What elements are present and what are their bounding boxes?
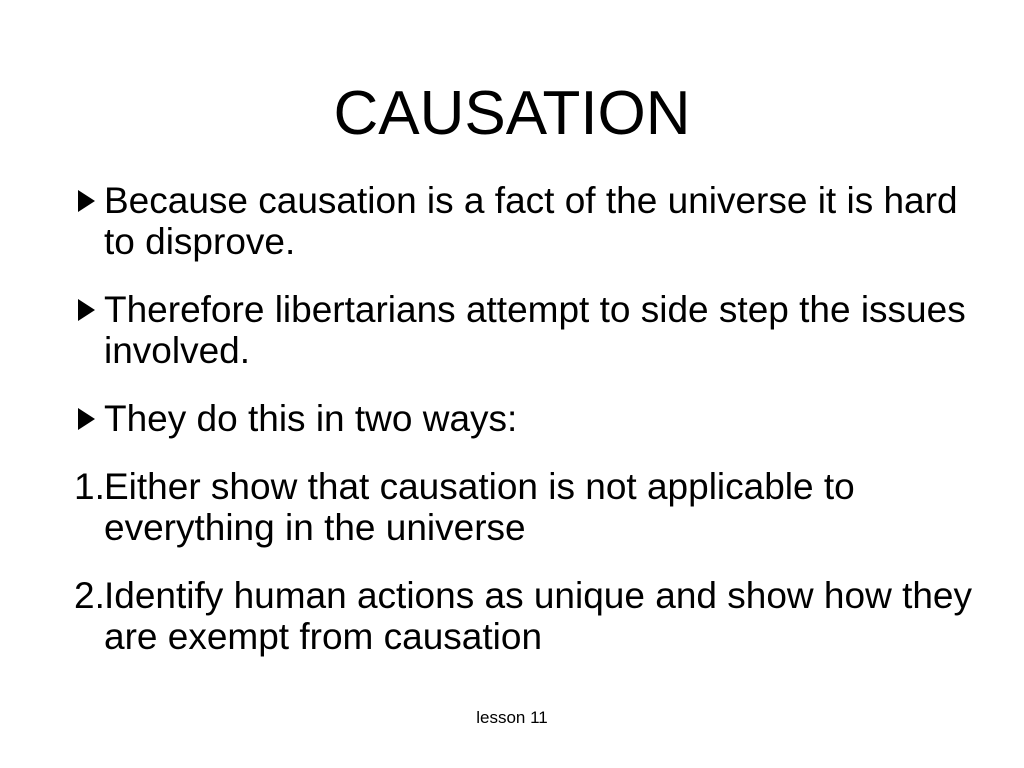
triangle-bullet-icon	[78, 299, 95, 321]
triangle-bullet-icon	[78, 408, 95, 430]
numbered-text: Either show that causation is not applicable to everything in the universe	[104, 466, 855, 548]
item-number: 1.	[74, 466, 105, 507]
item-number: 2.	[74, 575, 105, 616]
bullet-text: Therefore libertarians attempt to side step the issues involved.	[104, 289, 966, 371]
slide-footer: lesson 11	[476, 708, 548, 727]
bullet-item	[74, 289, 974, 371]
bullet-text: They do this in two ways:	[104, 398, 518, 439]
slide-title: CAUSATION	[333, 79, 691, 148]
numbered-item	[74, 575, 974, 657]
bullet-text: Because causation is a fact of the universe it is hard to disprove.	[104, 180, 958, 262]
triangle-bullet-icon	[78, 190, 95, 212]
numbered-text: Identify human actions as unique and show how they are exempt from causation	[104, 575, 973, 657]
slide-body	[74, 180, 974, 684]
bullet-item	[74, 180, 974, 262]
bullet-item	[74, 398, 974, 439]
numbered-item	[74, 466, 974, 548]
